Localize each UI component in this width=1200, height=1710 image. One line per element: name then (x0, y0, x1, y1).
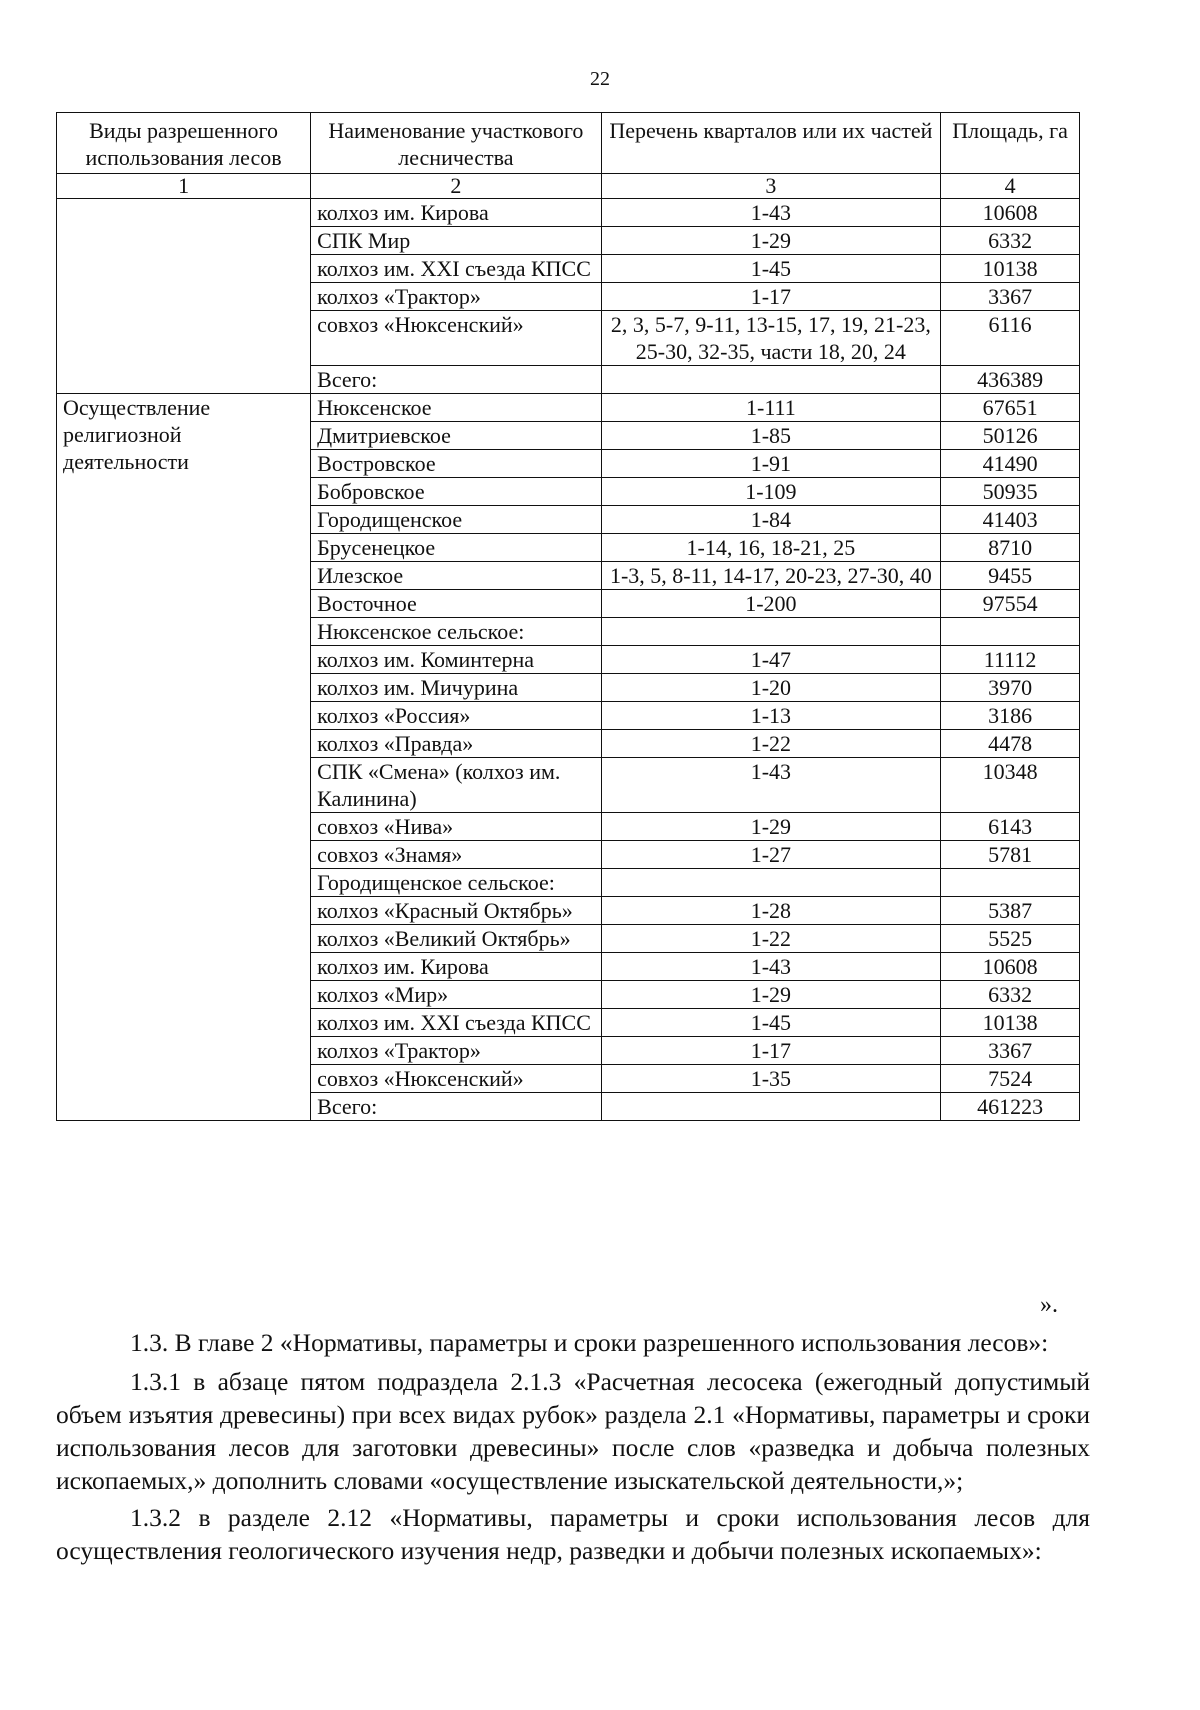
header-forestry-name: Наименование участкового лесничества (311, 113, 601, 174)
quarters-cell: 1-84 (601, 506, 941, 534)
paragraph-1-3-2: 1.3.2 в разделе 2.12 «Нормативы, параметры и сроки использования лесов для осуществления геологического изучения недр, разведки и добычи полезных ископаемых»: (56, 1503, 1090, 1565)
forestry-name-cell: Брусенецкое (311, 534, 601, 562)
closing-quote: ». (1040, 1292, 1058, 1318)
forestry-name-cell: Илезское (311, 562, 601, 590)
forestry-name-cell: совхоз «Нюксенский» (311, 311, 601, 366)
table-row (57, 199, 1080, 227)
quarters-cell: 1-109 (601, 478, 941, 506)
quarters-cell: 1-85 (601, 422, 941, 450)
quarters-cell: 1-35 (601, 1065, 941, 1093)
area-cell: 3186 (941, 702, 1080, 730)
quarters-cell: 1-13 (601, 702, 941, 730)
area-cell: 9455 (941, 562, 1080, 590)
header-area: Площадь, га (941, 113, 1080, 174)
quarters-cell (601, 618, 941, 646)
quarters-cell: 1-200 (601, 590, 941, 618)
header-quarters-list: Перечень кварталов или их частей (601, 113, 941, 174)
quarters-cell: 1-91 (601, 450, 941, 478)
forestry-name-cell: СПК «Смена» (колхоз им. Калинина) (311, 758, 601, 813)
area-cell: 461223 (941, 1093, 1080, 1121)
forestry-name-cell: колхоз «Трактор» (311, 1037, 601, 1065)
usage-type-cell: Осуществление религиозной деятельности (57, 394, 311, 1121)
forestry-name-cell: колхоз «Россия» (311, 702, 601, 730)
header-usage-type: Виды разрешенного использования лесов (57, 113, 311, 174)
area-cell: 6332 (941, 227, 1080, 255)
forest-use-table (56, 112, 1080, 1121)
forestry-name-cell: совхоз «Знамя» (311, 841, 601, 869)
area-cell: 10608 (941, 953, 1080, 981)
area-cell: 10138 (941, 255, 1080, 283)
forestry-name-cell: Востровское (311, 450, 601, 478)
page-number: 22 (590, 68, 610, 90)
quarters-cell: 1-28 (601, 897, 941, 925)
forestry-name-cell: колхоз «Трактор» (311, 283, 601, 311)
area-cell: 6332 (941, 981, 1080, 1009)
forestry-name-cell: Городищенское (311, 506, 601, 534)
forestry-name-cell: Восточное (311, 590, 601, 618)
quarters-cell: 1-45 (601, 255, 941, 283)
quarters-cell: 1-43 (601, 953, 941, 981)
quarters-cell: 1-43 (601, 199, 941, 227)
column-number: 3 (601, 174, 941, 199)
forestry-name-cell: колхоз им. Кирова (311, 199, 601, 227)
area-cell: 6116 (941, 311, 1080, 366)
area-cell: 97554 (941, 590, 1080, 618)
area-cell: 5387 (941, 897, 1080, 925)
table-header-row (57, 113, 1080, 174)
area-cell: 3367 (941, 283, 1080, 311)
column-number: 2 (311, 174, 601, 199)
quarters-cell: 1-43 (601, 758, 941, 813)
forestry-name-cell: Всего: (311, 1093, 601, 1121)
forestry-name-cell: колхоз «Великий Октябрь» (311, 925, 601, 953)
area-cell: 3367 (941, 1037, 1080, 1065)
forestry-name-cell: Всего: (311, 366, 601, 394)
quarters-cell: 1-22 (601, 730, 941, 758)
quarters-cell: 1-3, 5, 8-11, 14-17, 20-23, 27-30, 40 (601, 562, 941, 590)
area-cell: 67651 (941, 394, 1080, 422)
area-cell (941, 869, 1080, 897)
quarters-cell: 1-45 (601, 1009, 941, 1037)
forestry-name-cell: колхоз «Красный Октябрь» (311, 897, 601, 925)
forestry-name-cell: колхоз им. Кирова (311, 953, 601, 981)
quarters-cell: 1-17 (601, 283, 941, 311)
area-cell: 10138 (941, 1009, 1080, 1037)
area-cell: 3970 (941, 674, 1080, 702)
area-cell: 5525 (941, 925, 1080, 953)
quarters-cell: 1-47 (601, 646, 941, 674)
quarters-cell: 1-29 (601, 227, 941, 255)
table-column-numbers-row (57, 174, 1080, 199)
forestry-name-cell: СПК Мир (311, 227, 601, 255)
area-cell: 7524 (941, 1065, 1080, 1093)
forestry-name-cell: совхоз «Нюксенский» (311, 1065, 601, 1093)
forestry-name-cell: колхоз «Мир» (311, 981, 601, 1009)
column-number: 4 (941, 174, 1080, 199)
area-cell: 41403 (941, 506, 1080, 534)
quarters-cell: 1-111 (601, 394, 941, 422)
area-cell: 8710 (941, 534, 1080, 562)
area-cell (941, 618, 1080, 646)
quarters-cell: 1-29 (601, 813, 941, 841)
usage-type-cell (57, 199, 311, 394)
forestry-name-cell: Бобровское (311, 478, 601, 506)
forestry-name-cell: колхоз им. XXI съезда КПСС (311, 255, 601, 283)
forestry-name-cell: колхоз им. Коминтерна (311, 646, 601, 674)
paragraph-1-3: 1.3. В главе 2 «Нормативы, параметры и сроки разрешенного использования лесов»: (130, 1328, 1049, 1357)
quarters-cell (601, 1093, 941, 1121)
quarters-cell: 1-27 (601, 841, 941, 869)
column-number: 1 (57, 174, 311, 199)
area-cell: 10608 (941, 199, 1080, 227)
quarters-cell (601, 366, 941, 394)
forestry-name-cell: колхоз им. XXI съезда КПСС (311, 1009, 601, 1037)
forestry-name-cell: колхоз им. Мичурина (311, 674, 601, 702)
quarters-cell: 1-14, 16, 18-21, 25 (601, 534, 941, 562)
quarters-cell (601, 869, 941, 897)
table-body (57, 199, 1080, 1121)
forestry-name-cell: Городищенское сельское: (311, 869, 601, 897)
table-row (57, 394, 1080, 422)
amendment-text (56, 1326, 1090, 1567)
quarters-cell: 1-20 (601, 674, 941, 702)
area-cell: 11112 (941, 646, 1080, 674)
area-cell: 4478 (941, 730, 1080, 758)
area-cell: 10348 (941, 758, 1080, 813)
forestry-name-cell: колхоз «Правда» (311, 730, 601, 758)
forestry-name-cell: Нюксенское сельское: (311, 618, 601, 646)
forestry-name-cell: Дмитриевское (311, 422, 601, 450)
paragraph-1-3-1: 1.3.1 в абзаце пятом подраздела 2.1.3 «Расчетная лесосека (ежегодный допустимый объем изъятия древесины) при всех видах рубок» раздела 2.1 «Нормативы, параметры и сроки использования лесов для заготовки древесины» после слов «разведка и добыча полезных ископаемых,» дополнить словами «осуществление изыскательской деятельности,»; (56, 1367, 1090, 1495)
area-cell: 5781 (941, 841, 1080, 869)
area-cell: 50935 (941, 478, 1080, 506)
area-cell: 41490 (941, 450, 1080, 478)
quarters-cell: 2, 3, 5-7, 9-11, 13-15, 17, 19, 21-23, 25-30, 32-35, части 18, 20, 24 (601, 311, 941, 366)
forestry-name-cell: совхоз «Нива» (311, 813, 601, 841)
area-cell: 436389 (941, 366, 1080, 394)
quarters-cell: 1-29 (601, 981, 941, 1009)
quarters-cell: 1-22 (601, 925, 941, 953)
quarters-cell: 1-17 (601, 1037, 941, 1065)
area-cell: 6143 (941, 813, 1080, 841)
area-cell: 50126 (941, 422, 1080, 450)
forestry-name-cell: Нюксенское (311, 394, 601, 422)
